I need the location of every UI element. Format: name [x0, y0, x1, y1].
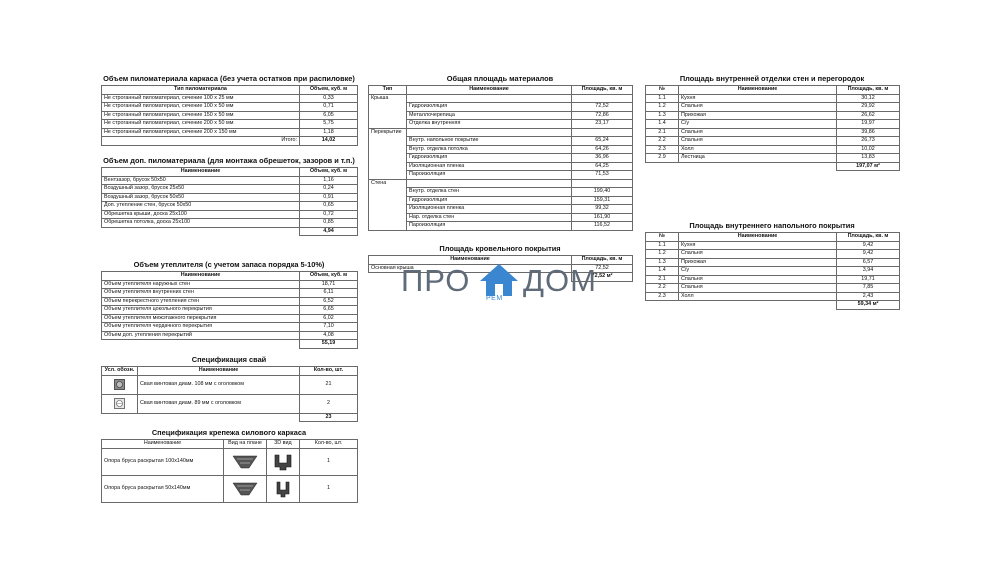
row-name: Холл	[679, 292, 837, 301]
total-spacer	[679, 162, 837, 171]
row-name: Объем утеплителя внутренних стен	[102, 289, 300, 298]
col-header-plan: Вид на плане	[224, 440, 267, 449]
table-row	[102, 202, 358, 211]
row-value: 64,26	[572, 145, 633, 154]
col-header-name: Наименование	[102, 272, 300, 281]
row-value: 72,52	[572, 264, 633, 273]
fastener-3d-cell	[267, 475, 300, 502]
row-value: 6,02	[300, 314, 358, 323]
table-row	[102, 323, 358, 332]
table-row	[646, 94, 900, 103]
row-value: 64,25	[572, 162, 633, 171]
row-value: 7,85	[837, 284, 900, 293]
bracket-3d-icon	[273, 453, 293, 471]
row-name: Нар. отделка стен	[407, 213, 572, 222]
piles-block	[101, 355, 357, 422]
table-row	[102, 289, 358, 298]
row-name: Прихожая	[679, 258, 837, 267]
table-row	[369, 205, 633, 214]
row-name: С/у	[679, 267, 837, 276]
row-number: 2.3	[646, 292, 679, 301]
row-name: Кухня	[679, 94, 837, 103]
row-number: 2.2	[646, 284, 679, 293]
row-value: 19,71	[837, 275, 900, 284]
col-header-no: №	[646, 233, 679, 242]
col-header-area: Площадь, кв. м	[837, 233, 900, 242]
row-value: 5,75	[300, 120, 358, 129]
row-value: 6,52	[300, 297, 358, 306]
row-name: Обрешетка крыши, доска 25х100	[102, 210, 300, 219]
row-value: 1,16	[300, 176, 358, 185]
lumber-frame-block	[101, 74, 357, 146]
logo-text-dom: ДОМ	[523, 263, 597, 298]
table-row	[646, 154, 900, 163]
group-header-spacer	[572, 128, 633, 137]
row-value: 72,86	[572, 111, 633, 120]
pile-symbol-cell	[102, 394, 138, 413]
col-header-3d: 3D вид	[267, 440, 300, 449]
bracket-plan-icon	[232, 455, 258, 469]
fasteners-title: Спецификация крепежа силового каркаса	[151, 428, 307, 437]
floor-finish-table	[645, 232, 900, 310]
piles-table	[101, 366, 358, 422]
row-name: Спальня	[679, 137, 837, 146]
materials-table	[368, 85, 633, 231]
group-header-spacer	[407, 128, 572, 137]
row-value: 2,43	[837, 292, 900, 301]
row-value: 116,52	[572, 222, 633, 231]
lumber-frame-title: Объем пиломатериала каркаса (без учета остатков при распиловке)	[103, 74, 355, 83]
group-type: Крыша	[369, 94, 407, 128]
pile-89-icon	[114, 398, 125, 409]
logo-text-pro: ПРО	[401, 263, 471, 298]
row-value: 19,97	[837, 120, 900, 129]
col-header-name: Наименование	[138, 367, 300, 376]
table-row	[369, 103, 633, 112]
fastener-qty: 1	[300, 448, 358, 475]
row-number: 2.1	[646, 275, 679, 284]
table-row	[369, 120, 633, 129]
row-name: Не строганный пиломатериал, сечение 100 х 25 мм	[102, 94, 300, 103]
materials-title: Общая площадь материалов	[446, 74, 554, 83]
total-value: 55,19	[300, 340, 358, 349]
row-name: Внутр. отделка стен	[407, 188, 572, 197]
pile-qty: 2	[300, 394, 358, 413]
row-name: Объем утеплителя наружных стен	[102, 280, 300, 289]
row-name: Доп. утепление стен, брусок 50х50	[102, 202, 300, 211]
table-row	[369, 111, 633, 120]
walls-finish-title: Площадь внутренней отделки стен и перегородок	[679, 74, 865, 83]
table-row	[369, 179, 633, 188]
table-row	[102, 128, 358, 137]
total-value: 59,34 м²	[837, 301, 900, 310]
row-name: Изоляционная пленка	[407, 162, 572, 171]
col-header-area: Площадь, кв. м	[572, 256, 633, 265]
table-row	[369, 94, 633, 103]
piles-title: Спецификация свай	[191, 355, 267, 364]
bracket-plan-icon	[232, 482, 258, 496]
col-header-name: Наименование	[102, 440, 224, 449]
row-name: Гидроизоляция	[407, 154, 572, 163]
table-row	[369, 137, 633, 146]
col-header-qty: Кол-во, шт.	[300, 367, 358, 376]
col-header-area: Площадь, кв. м	[837, 86, 900, 95]
row-value: 6,11	[300, 289, 358, 298]
row-value: 161,90	[572, 213, 633, 222]
col-header-name: Наименование	[369, 256, 572, 265]
table-row	[369, 213, 633, 222]
table-row	[102, 185, 358, 194]
insulation-title: Объем утеплителя (с учетом запаса порядка 5-10%)	[133, 260, 325, 269]
group-header-spacer	[572, 94, 633, 103]
pile-name: Свая винтовая диам. 89 мм с оголовком	[138, 394, 300, 413]
row-name: Гидроизоляция	[407, 196, 572, 205]
row-name: Внутр. напольное покрытие	[407, 137, 572, 146]
row-value: 0,91	[300, 193, 358, 202]
table-row	[102, 210, 358, 219]
table-row	[646, 284, 900, 293]
row-number: 1.3	[646, 258, 679, 267]
fastener-plan-cell	[224, 448, 267, 475]
row-name: Металлочерепица	[407, 111, 572, 120]
fastener-qty: 1	[300, 475, 358, 502]
lumber-extra-block	[101, 156, 357, 236]
pile-symbol-cell	[102, 375, 138, 394]
fastener-name: Опора бруса раскрытая 100х140мм	[102, 448, 224, 475]
col-header-volume: Объем, куб. м	[300, 86, 358, 95]
lumber-extra-title: Объем доп. пиломатериала (для монтажа обрешеток, зазоров и т.п.)	[103, 156, 355, 165]
row-value: 9,42	[837, 241, 900, 250]
group-type: Перекрытие	[369, 128, 407, 179]
row-number: 1.2	[646, 103, 679, 112]
table-row	[369, 154, 633, 163]
row-value: 3,94	[837, 267, 900, 276]
group-header-spacer	[407, 179, 572, 188]
col-header-type: Тип пиломатериала	[102, 86, 300, 95]
row-value: 26,62	[837, 111, 900, 120]
group-header-spacer	[407, 94, 572, 103]
table-row	[102, 219, 358, 228]
bracket-3d-icon	[273, 480, 293, 498]
row-number: 1.4	[646, 120, 679, 129]
insulation-block	[101, 260, 357, 349]
col-header-name: Наименование	[679, 233, 837, 242]
fastener-name: Опора бруса раскрытая 50х140мм	[102, 475, 224, 502]
row-name: Воздушный зазор, брусок 50х50	[102, 193, 300, 202]
row-value: 23,17	[572, 120, 633, 129]
row-number: 2.9	[646, 154, 679, 163]
lumber-extra-table	[101, 167, 358, 236]
row-value: 199,40	[572, 188, 633, 197]
row-name: Объем утеплителя чердачного перекрытия	[102, 323, 300, 332]
row-number: 2.3	[646, 145, 679, 154]
table-row	[369, 196, 633, 205]
row-name: Внутр. отделка потолка	[407, 145, 572, 154]
row-value: 4,08	[300, 331, 358, 340]
row-value: 26,73	[837, 137, 900, 146]
total-value: 197,07 м²	[837, 162, 900, 171]
row-name: Холл	[679, 145, 837, 154]
row-value: 36,96	[572, 154, 633, 163]
col-header-name: Наименование	[102, 168, 300, 177]
row-value: 30,12	[837, 94, 900, 103]
total-value: 72,52 м²	[572, 273, 633, 282]
total-spacer	[646, 162, 679, 171]
row-number: 1.4	[646, 267, 679, 276]
logo-text-rem: РЕМ	[486, 295, 503, 302]
total-label: Итого:	[102, 137, 300, 146]
row-name: Не строганный пиломатериал, сечение 200 х 50 мм	[102, 120, 300, 129]
row-name: Гидроизоляция	[407, 103, 572, 112]
table-row	[102, 331, 358, 340]
table-row	[646, 267, 900, 276]
floor-finish-block	[645, 221, 899, 310]
insulation-table	[101, 271, 358, 349]
row-value: 1,18	[300, 128, 358, 137]
table-row	[369, 188, 633, 197]
table-row	[646, 145, 900, 154]
row-number: 1.3	[646, 111, 679, 120]
row-name: Спальня	[679, 128, 837, 137]
row-value: 13,83	[837, 154, 900, 163]
lumber-frame-table	[101, 85, 358, 146]
row-name: Объем доп. утепления перекрытий	[102, 331, 300, 340]
row-value: 0,85	[300, 219, 358, 228]
row-value: 9,42	[837, 250, 900, 259]
col-header-volume: Объем, куб. м	[300, 272, 358, 281]
table-row	[646, 292, 900, 301]
row-value: 159,31	[572, 196, 633, 205]
table-row	[646, 120, 900, 129]
table-row	[102, 314, 358, 323]
table-row	[646, 258, 900, 267]
row-value: 0,33	[300, 94, 358, 103]
col-header-name: Наименование	[679, 86, 837, 95]
row-number: 1.2	[646, 250, 679, 259]
col-header-qty: Кол-во, шт.	[300, 440, 358, 449]
row-value: 6,57	[837, 258, 900, 267]
floor-finish-title: Площадь внутреннего напольного покрытия	[689, 221, 855, 230]
row-name: Обрешетка потолка, доска 25х100	[102, 219, 300, 228]
table-row	[102, 176, 358, 185]
row-name: Спальня	[679, 103, 837, 112]
row-name: С/у	[679, 120, 837, 129]
table-row	[102, 111, 358, 120]
table-row	[369, 162, 633, 171]
row-value: 0,24	[300, 185, 358, 194]
table-row	[369, 171, 633, 180]
row-name: Отделка внутренняя	[407, 120, 572, 129]
fastener-plan-cell	[224, 475, 267, 502]
table-row	[646, 275, 900, 284]
row-value: 6,65	[300, 306, 358, 315]
total-spacer	[138, 413, 300, 422]
row-value: 99,32	[572, 205, 633, 214]
row-value: 39,86	[837, 128, 900, 137]
table-row	[646, 137, 900, 146]
roofing-title: Площадь кровельного покрытия	[439, 244, 561, 253]
row-value: 29,92	[837, 103, 900, 112]
pile-name: Свая винтовая диам. 108 мм с оголовком	[138, 375, 300, 394]
row-value: 71,53	[572, 171, 633, 180]
row-name: Основная крыша	[369, 264, 572, 273]
table-row	[102, 306, 358, 315]
row-value: 7,10	[300, 323, 358, 332]
table-row	[646, 241, 900, 250]
row-value: 0,72	[300, 210, 358, 219]
row-name: Вентзазор, брусок 50х50	[102, 176, 300, 185]
col-header-symbol: Усл. обозн.	[102, 367, 138, 376]
col-header-area: Площадь, кв. м	[572, 86, 633, 95]
row-name: Не строганный пиломатериал, сечение 150 х 50 мм	[102, 111, 300, 120]
row-name: Пароизоляция	[407, 222, 572, 231]
col-header-volume: Объем, куб. м	[300, 168, 358, 177]
row-value: 0,65	[300, 202, 358, 211]
table-row	[102, 193, 358, 202]
table-row	[102, 94, 358, 103]
row-name: Пароизоляция	[407, 171, 572, 180]
table-row	[102, 120, 358, 129]
col-header-type: Тип	[369, 86, 407, 95]
prodom-logo	[401, 262, 625, 310]
fasteners-block	[101, 428, 357, 503]
row-value: 10,02	[837, 145, 900, 154]
total-spacer	[102, 340, 300, 349]
row-name: Объем перекрестного утепления стен	[102, 297, 300, 306]
row-name: Воздушный зазор, брусок 25х50	[102, 185, 300, 194]
pile-qty: 21	[300, 375, 358, 394]
total-spacer	[102, 227, 300, 236]
col-header-no: №	[646, 86, 679, 95]
walls-finish-block	[645, 74, 899, 171]
table-row	[646, 250, 900, 259]
total-spacer	[679, 301, 837, 310]
table-row	[646, 111, 900, 120]
table-row	[646, 128, 900, 137]
total-spacer	[646, 301, 679, 310]
table-row	[102, 103, 358, 112]
row-name: Спальня	[679, 275, 837, 284]
row-name: Не строганный пиломатериал, сечение 200 х 150 мм	[102, 128, 300, 137]
table-row	[102, 297, 358, 306]
table-row	[646, 103, 900, 112]
row-number: 2.2	[646, 137, 679, 146]
fastener-3d-cell	[267, 448, 300, 475]
row-name: Лестница	[679, 154, 837, 163]
col-header-name: Наименование	[407, 86, 572, 95]
row-value: 0,71	[300, 103, 358, 112]
row-name: Не строганный пиломатериал, сечение 100 х 50 мм	[102, 103, 300, 112]
row-value: 65,24	[572, 137, 633, 146]
row-number: 1.1	[646, 241, 679, 250]
row-name: Спальня	[679, 284, 837, 293]
row-name: Объем утеплителя цокольного перекрытия	[102, 306, 300, 315]
row-value: 6,05	[300, 111, 358, 120]
group-type: Стена	[369, 179, 407, 230]
total-value: 4,94	[300, 227, 358, 236]
row-number: 1.1	[646, 94, 679, 103]
walls-finish-table	[645, 85, 900, 171]
table-row	[369, 222, 633, 231]
row-value: 72,52	[572, 103, 633, 112]
table-row	[369, 128, 633, 137]
total-value: 23	[300, 413, 358, 422]
fasteners-table	[101, 439, 358, 503]
row-name: Изоляционная пленка	[407, 205, 572, 214]
group-header-spacer	[572, 179, 633, 188]
table-row	[369, 145, 633, 154]
row-value: 18,71	[300, 280, 358, 289]
row-name: Прихожая	[679, 111, 837, 120]
table-row	[102, 280, 358, 289]
pile-108-icon	[114, 379, 125, 390]
materials-block	[368, 74, 632, 231]
total-spacer	[102, 413, 138, 422]
row-name: Объем утеплителя межэтажного перекрытия	[102, 314, 300, 323]
row-number: 2.1	[646, 128, 679, 137]
total-value: 14,02	[300, 137, 358, 146]
row-name: Кухня	[679, 241, 837, 250]
row-name: Спальня	[679, 250, 837, 259]
